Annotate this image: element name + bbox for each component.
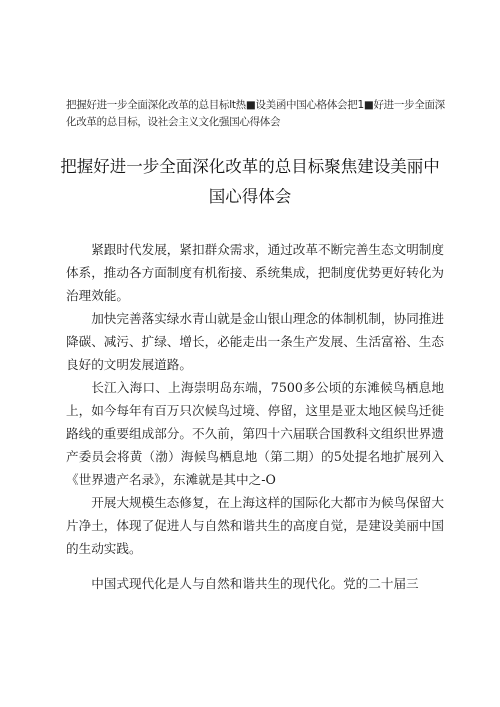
document-header: 把握好进一步全面深化改革的总目标lt热■设美函中国心格体会把1■好进一步全面深化改革的总目标，设社会主义文化强国心得体会 bbox=[66, 99, 445, 128]
paragraph: 中国式现代化是人与自然和谐共生的现代化。党的二十届三 bbox=[91, 576, 419, 591]
page-title: 把握好进一步全面深化改革的总目标聚焦建设美丽中国心得体会 bbox=[60, 157, 440, 206]
paragraph: 加快完善落实绿水青山就是金山银山理念的体制机制，协同推进降碳、减污、扩绿、增长，必能走出一条生产发展、生活富裕、生态良好的文明发展道路。 bbox=[66, 311, 444, 372]
document-body bbox=[66, 238, 444, 595]
paragraph: 紧跟时代发展，紧扣群众需求，通过改革不断完善生态文明制度体系，推动各方面制度有机衔接、系统集成，把制度优势更好转化为治理效能。 bbox=[66, 242, 444, 303]
paragraph: 开展大规模生态修复，在上海这样的国际化大都市为候鸟保留大片净土，体现了促进人与自然和谐共生的高度自觉，是建设美丽中国的生动实践。 bbox=[66, 495, 444, 556]
paragraph: 长江入海口、上海崇明岛东端，7500多公顷的东滩候鸟栖息地上，如今每年有百万只次候鸟过境、停留，这里是亚太地区候鸟迁徙路线的重要组成部分。不久前，第四十六届联合国教科文组织世界遗产委员会将黄（渤）海候鸟栖息地（第二期）的5处提名地扩展列入《世界遗产名录》，东滩就是其中之-O bbox=[66, 380, 444, 487]
